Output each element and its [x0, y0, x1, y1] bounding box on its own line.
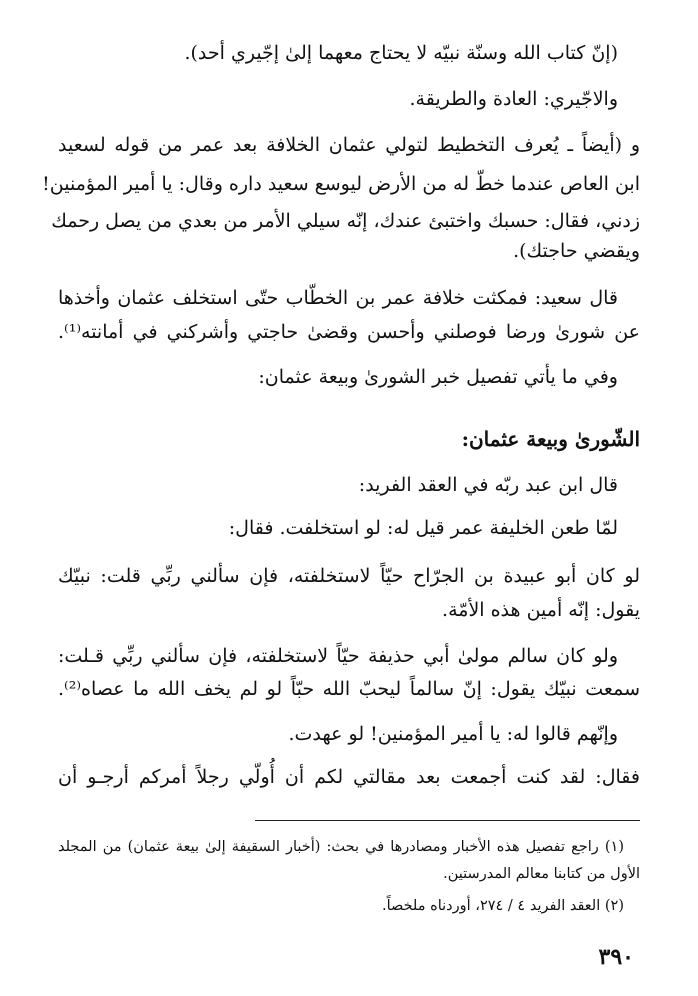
footnote-line: الأول من كتابنا معالم المدرستين.: [443, 866, 640, 882]
body-line: وفي ما يأتي تفصيل خبر الشورىٰ وبيعة عثمان:: [258, 366, 618, 388]
body-line: ولو كان سالم مولىٰ أبي حذيفة حيّاً لاستخلفته، فإن سألني ربِّي قـلت:: [58, 645, 618, 667]
body-line: فقال: لقد كنت أجمعت بعد مقالتي لكم أن أُولّي رجلاً أمركم أرجـو أن: [58, 766, 640, 788]
body-line: لو كان أبو عبيدة بن الجرّاح حيّاً لاستخلفته، فإن سألني ربِّي قلت: نبيّك: [58, 565, 640, 587]
body-line: ويقضي حاجتك).: [513, 240, 640, 262]
body-line: و (أيضاً ـ يُعرف التخطيط لتولي عثمان الخلافة بعد عمر من قوله لسعيد: [58, 134, 640, 156]
body-line: عن شورىٰ ورضا فوصلني وأحسن وقضىٰ حاجتي وأشركني في أمانته⁽¹⁾.: [58, 321, 640, 343]
body-line: سمعت نبيّك يقول: إنّ سالماً ليحبّ الله حبّاً لو لم يخف الله ما عصاه⁽²⁾.: [58, 678, 640, 700]
body-line: زدني، فقال: حسبك واختبئ عندك، إنّه سيلي الأمر من بعدي من يصل رحمك: [51, 210, 640, 232]
body-line: ابن العاص عندما خطّ له من الأرض ليوسع سعيد داره وقال: يا أمير المؤمنين!: [42, 173, 640, 195]
body-line: يقول: إنّه أمين هذه الأمّة.: [442, 599, 640, 621]
footnote-line: (٢) العقد الفريد ٤ / ٢٧٤، أوردناه ملخصاً.: [381, 898, 624, 914]
body-line: وإنّهم قالوا له: يا أمير المؤمنين! لو عهدت.: [288, 723, 618, 745]
body-line: لمّا طعن الخليفة عمر قيل له: لو استخلفت. فقال:: [228, 517, 618, 539]
footnote-line: (١) راجع تفصيل هذه الأخبار ومصادرها في بحث: (أخبار السقيفة إلىٰ بيعة عثمان) من المجلد: [58, 839, 624, 855]
body-line: (إنّ كتاب الله وسنّة نبيّه لا يحتاج معهما إلىٰ إجّيري أحد).: [184, 42, 618, 64]
body-line: والاجّيري: العادة والطريقة.: [409, 88, 618, 110]
body-line: قال ابن عبد ربّه في العقد الفريد:: [358, 474, 618, 496]
page-number: ٣٩٠: [598, 944, 634, 970]
footnote-divider: [255, 820, 640, 821]
body-line: قال سعيد: فمكثت خلافة عمر بن الخطّاب حتّى استخلف عثمان وأخذها: [58, 287, 618, 309]
section-heading: الشّورىٰ وبيعة عثمان:: [461, 427, 640, 451]
